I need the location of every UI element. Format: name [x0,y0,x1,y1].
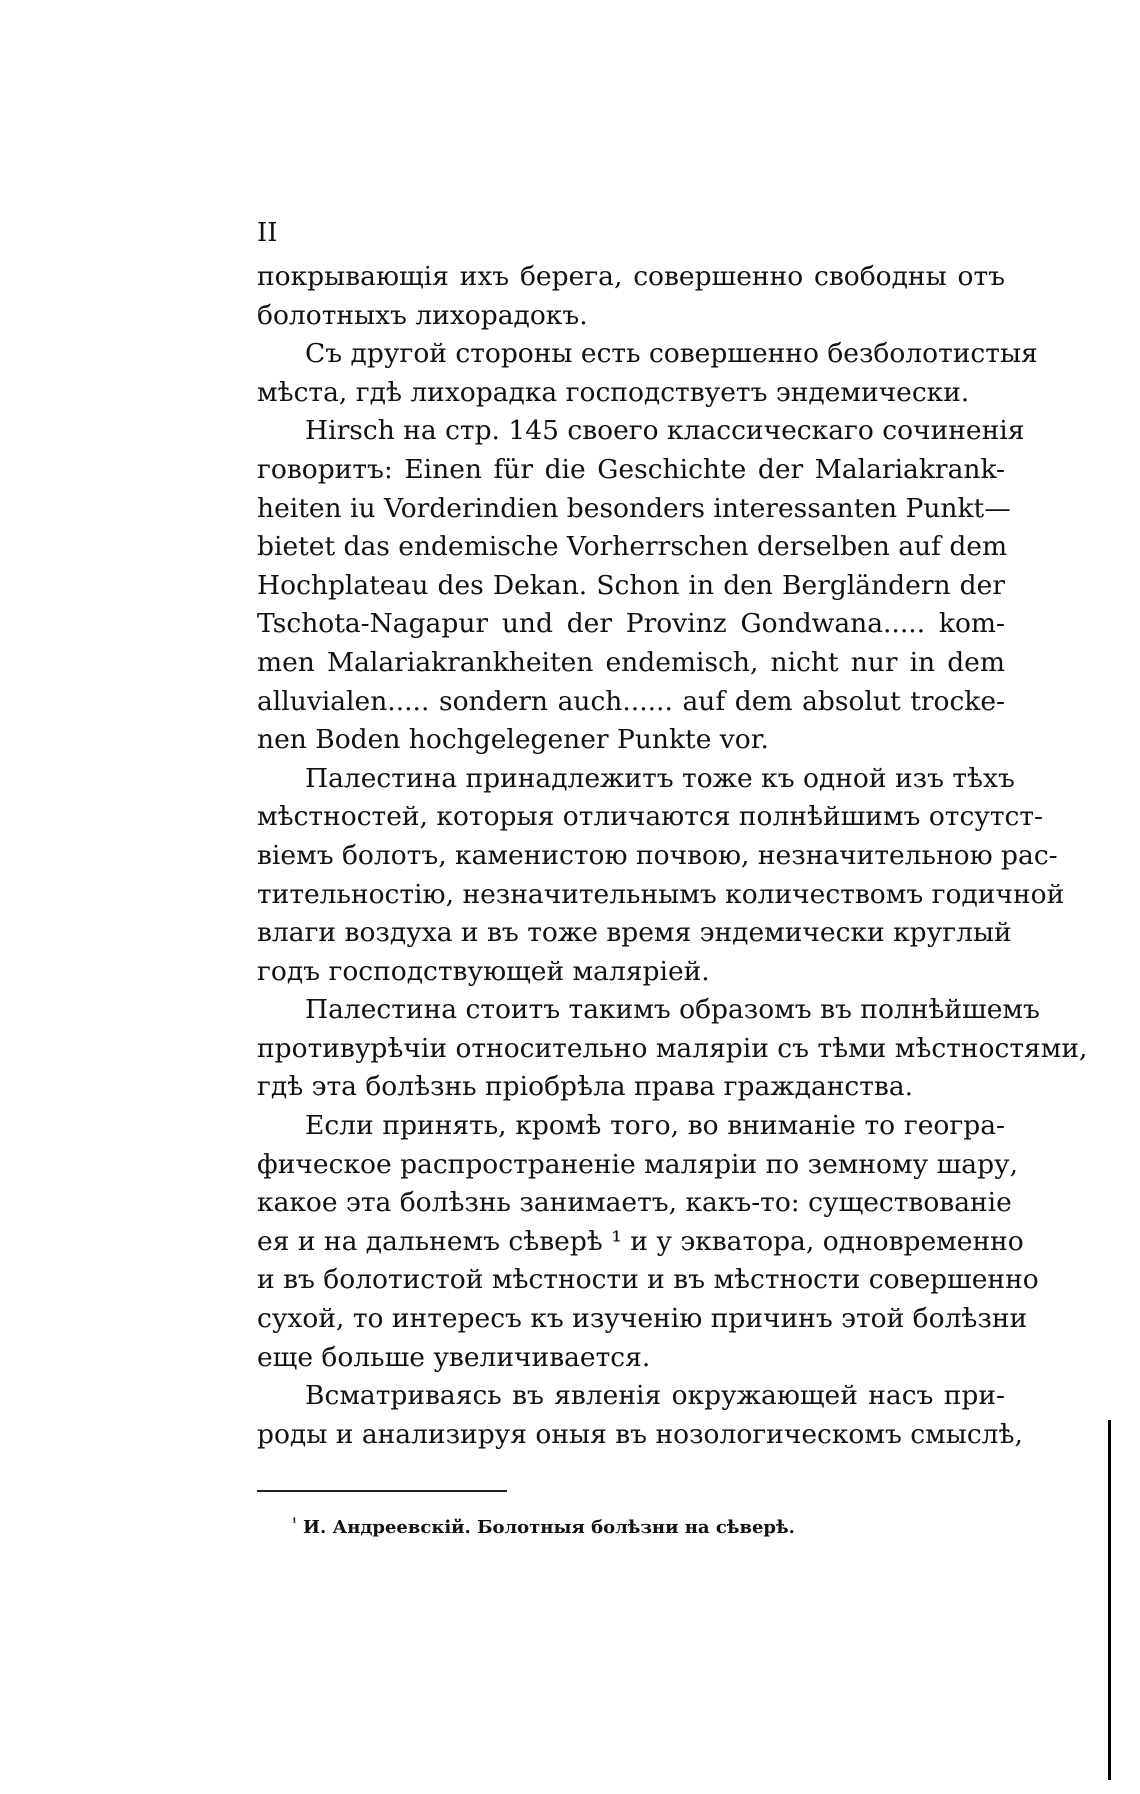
text-line: противурѣчіи относительно маляріи съ тѣми мѣстностями, [257,1032,1088,1064]
text-line: Съ другой стороны есть совершенно безболотистыя [305,338,1038,370]
text-line: говоритъ: Einen für die Geschichte der Malariakrank- [257,453,1005,485]
text-line: мѣстностей, которыя отличаются полнѣйшимъ отсутст- [257,801,1043,833]
text-line: влаги воздуха и въ тоже время эндемически круглый [257,917,1012,949]
text-line: роды и анализируя оныя въ нозологическомъ смыслѣ, [257,1418,1023,1450]
text-line: ея и на дальнемъ сѣверѣ ¹ и у экватора, одновременно [257,1225,1024,1257]
text-line: bietet das endemische Vorherrschen derselben auf dem [257,531,1008,563]
footnote-marker: ¹ [292,1516,297,1529]
text-line: Tschota-Nagapur und der Provinz Gondwana..... kom- [257,608,1005,640]
footnote [292,1516,795,1540]
text-line: покрывающія ихъ берега, совершенно свободны отъ [257,261,1005,292]
footnote-divider [257,1490,507,1492]
text-line: men Malariakrankheiten endemisch, nicht nur in dem [257,646,1005,678]
text-line: годъ господствующей маляріей. [257,955,710,987]
footnote-text: И. Андреевскій. Болотныя болѣзни на сѣверѣ. [303,1517,795,1538]
text-line: heiten iu Vorderindien besonders interessanten Punkt— [257,492,1011,524]
text-line: гдѣ эта болѣзнь пріобрѣла права гражданства. [257,1071,914,1103]
body-text [257,258,1088,1454]
text-line: какое эта болѣзнь занимаетъ, какъ-то: существованіе [257,1187,1012,1219]
margin-edge-mark [1108,1420,1111,1780]
text-line: alluvialen..... sondern auch...... auf dem absolut trocke- [257,685,1005,717]
text-line: Палестина принадлежитъ тоже къ одной изъ тѣхъ [305,762,1015,794]
text-line: болотныхъ лихорадокъ. [257,299,588,331]
text-line: віемъ болотъ, каменистою почвою, незначительною рас- [257,839,1058,871]
text-line: еще больше увеличивается. [257,1341,651,1373]
text-line: и въ болотистой мѣстности и въ мѣстности совершенно [257,1264,1039,1296]
page-number: II [257,218,278,248]
text-line: фическое распространеніе маляріи по земному шару, [257,1148,1019,1180]
text-line: Палестина стоитъ такимъ образомъ въ полнѣйшемъ [305,994,1040,1026]
text-line: Hochplateau des Dekan. Schon in den Bergländern der [257,569,1005,601]
text-line: Если принять, кромѣ того, во вниманіе то геогра- [305,1110,1005,1142]
text-line: сухой, то интересъ къ изученію причинъ этой болѣзни [257,1303,1028,1335]
text-line: Всматриваясь въ явленія окружающей насъ при- [305,1380,1005,1412]
text-line: Hirsch на стр. 145 своего классическаго сочиненія [305,415,1025,447]
text-line: тительностію, незначительнымъ количествомъ годичной [257,878,1065,910]
text-line: мѣста, гдѣ лихорадка господствуетъ эндемически. [257,376,970,408]
text-line: nen Boden hochgelegener Punkte vor. [257,724,769,756]
